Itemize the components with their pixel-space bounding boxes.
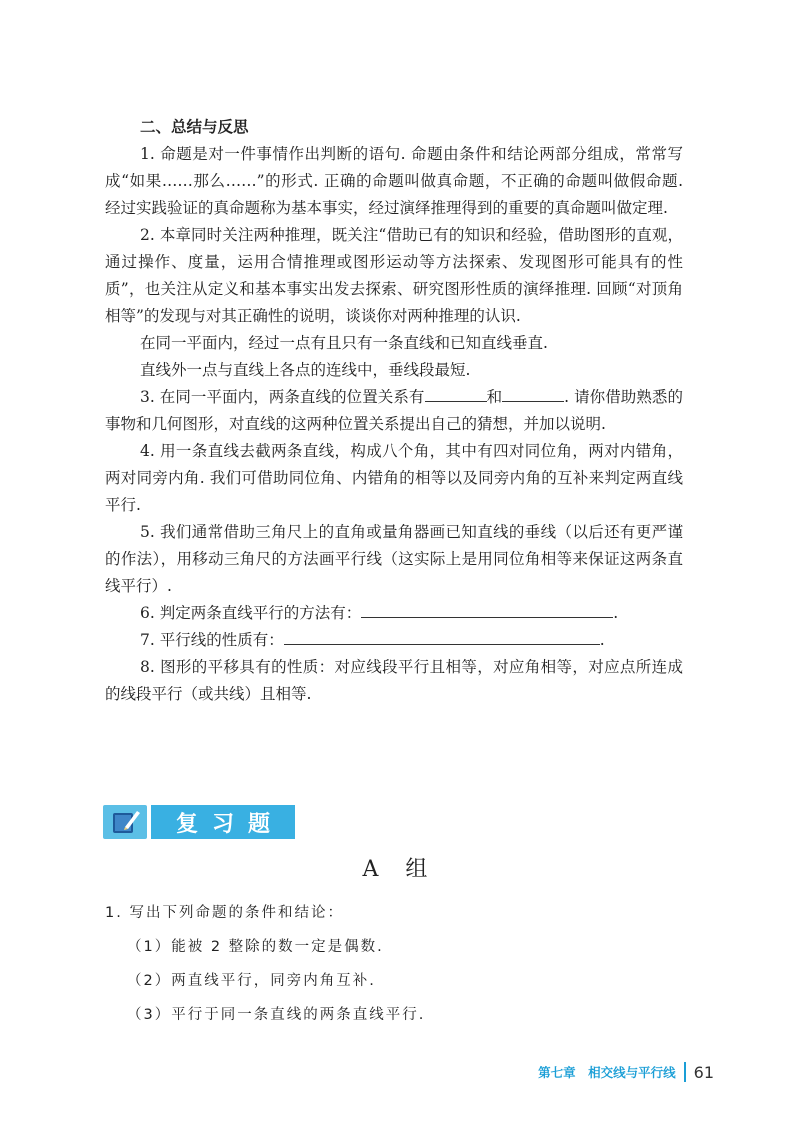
review-banner [103,805,295,839]
page-number: 61 [693,1062,714,1082]
paragraph-3-and: 和 [486,388,503,406]
pencil-notebook-icon [103,805,147,839]
paragraph-2: 2. 本章同时关注两种推理，既关注“借助已有的知识和经验，借助图形的直观，通过操作、度量，运用合情推理或图形运动等方法探索、发现图形可能具有的性质”，也关注从定义和基本事实出发去探索、研究图形性质的演绎推理. 回顾“对顶角相等”的发现与对其正确性的说明，谈谈你对两种推理的认识. [105,226,683,325]
section-heading: 二、总结与反思 [140,118,249,136]
paragraph-3-start: 3. 在同一平面内，两条直线的位置关系有 [140,388,425,406]
exercise-question-1: 1. 写出下列命题的条件和结论： [105,905,344,921]
exercise-block [105,898,683,1030]
page-footer [538,1060,714,1084]
footer-divider [684,1062,686,1082]
blank-line-3[interactable] [361,602,613,619]
exercise-item: （3）平行于同一条直线的两条直线平行. [127,1007,426,1023]
paragraph-7-period: . [599,631,605,649]
banner-bar [151,805,295,839]
paragraph-3-end: . 请你借助熟悉的事物和几何图形，对直线的这两种位置关系提出自己的猜想，并加以说明. [105,388,684,433]
paragraph-7-text: 7. 平行线的性质有： [140,631,284,649]
paragraph-5: 5. 我们通常借助三角尺上的直角或量角器画已知直线的垂线（以后还有更严谨的作法），用移动三角尺的方法画平行线（这实际上是用同位角相等来保证这两条直线平行）. [105,523,683,595]
paragraph-3 [105,384,683,438]
blank-line-4[interactable] [284,629,600,646]
group-title: A 组 [362,857,438,882]
paragraph-2a: 在同一平面内，经过一点有且只有一条直线和已知直线垂直. [140,334,548,352]
summary-section [105,114,683,708]
paragraph-4: 4. 用一条直线去截两条直线，构成八个角，其中有四对同位角，两对内错角，两对同旁内角. 我们可借助同位角、内错角的相等以及同旁内角的互补来判定两直线平行. [105,442,683,514]
paragraph-6-period: . [613,604,619,622]
paragraph-6-text: 6. 判定两条直线平行的方法有： [140,604,362,622]
blank-line-1[interactable] [425,386,487,403]
paragraph-6 [105,600,683,627]
paragraph-1: 1. 命题是对一件事情作出判断的语句. 命题由条件和结论两部分组成，常常写成“如果……那么……”的形式. 正确的命题叫做真命题，不正确的命题叫做假命题. 经过实践验证的真命题称为基本事实，经过演绎推理得到的重要的真命题叫做定理. [105,145,683,217]
paragraph-2b: 直线外一点与直线上各点的连线中，垂线段最短. [140,361,471,379]
paragraph-7 [105,627,683,654]
exercise-item: （1）能被 2 整除的数一定是偶数. [127,939,384,955]
blank-line-2[interactable] [502,386,564,403]
paragraph-8: 8. 图形的平移具有的性质：对应线段平行且相等，对应角相等，对应点所连成的线段平行（或共线）且相等. [105,658,683,703]
exercise-item: （2）两直线平行，同旁内角互补. [127,973,376,989]
chapter-label: 第七章 相交线与平行线 [538,1065,676,1080]
banner-title: 复习题 [175,811,284,837]
